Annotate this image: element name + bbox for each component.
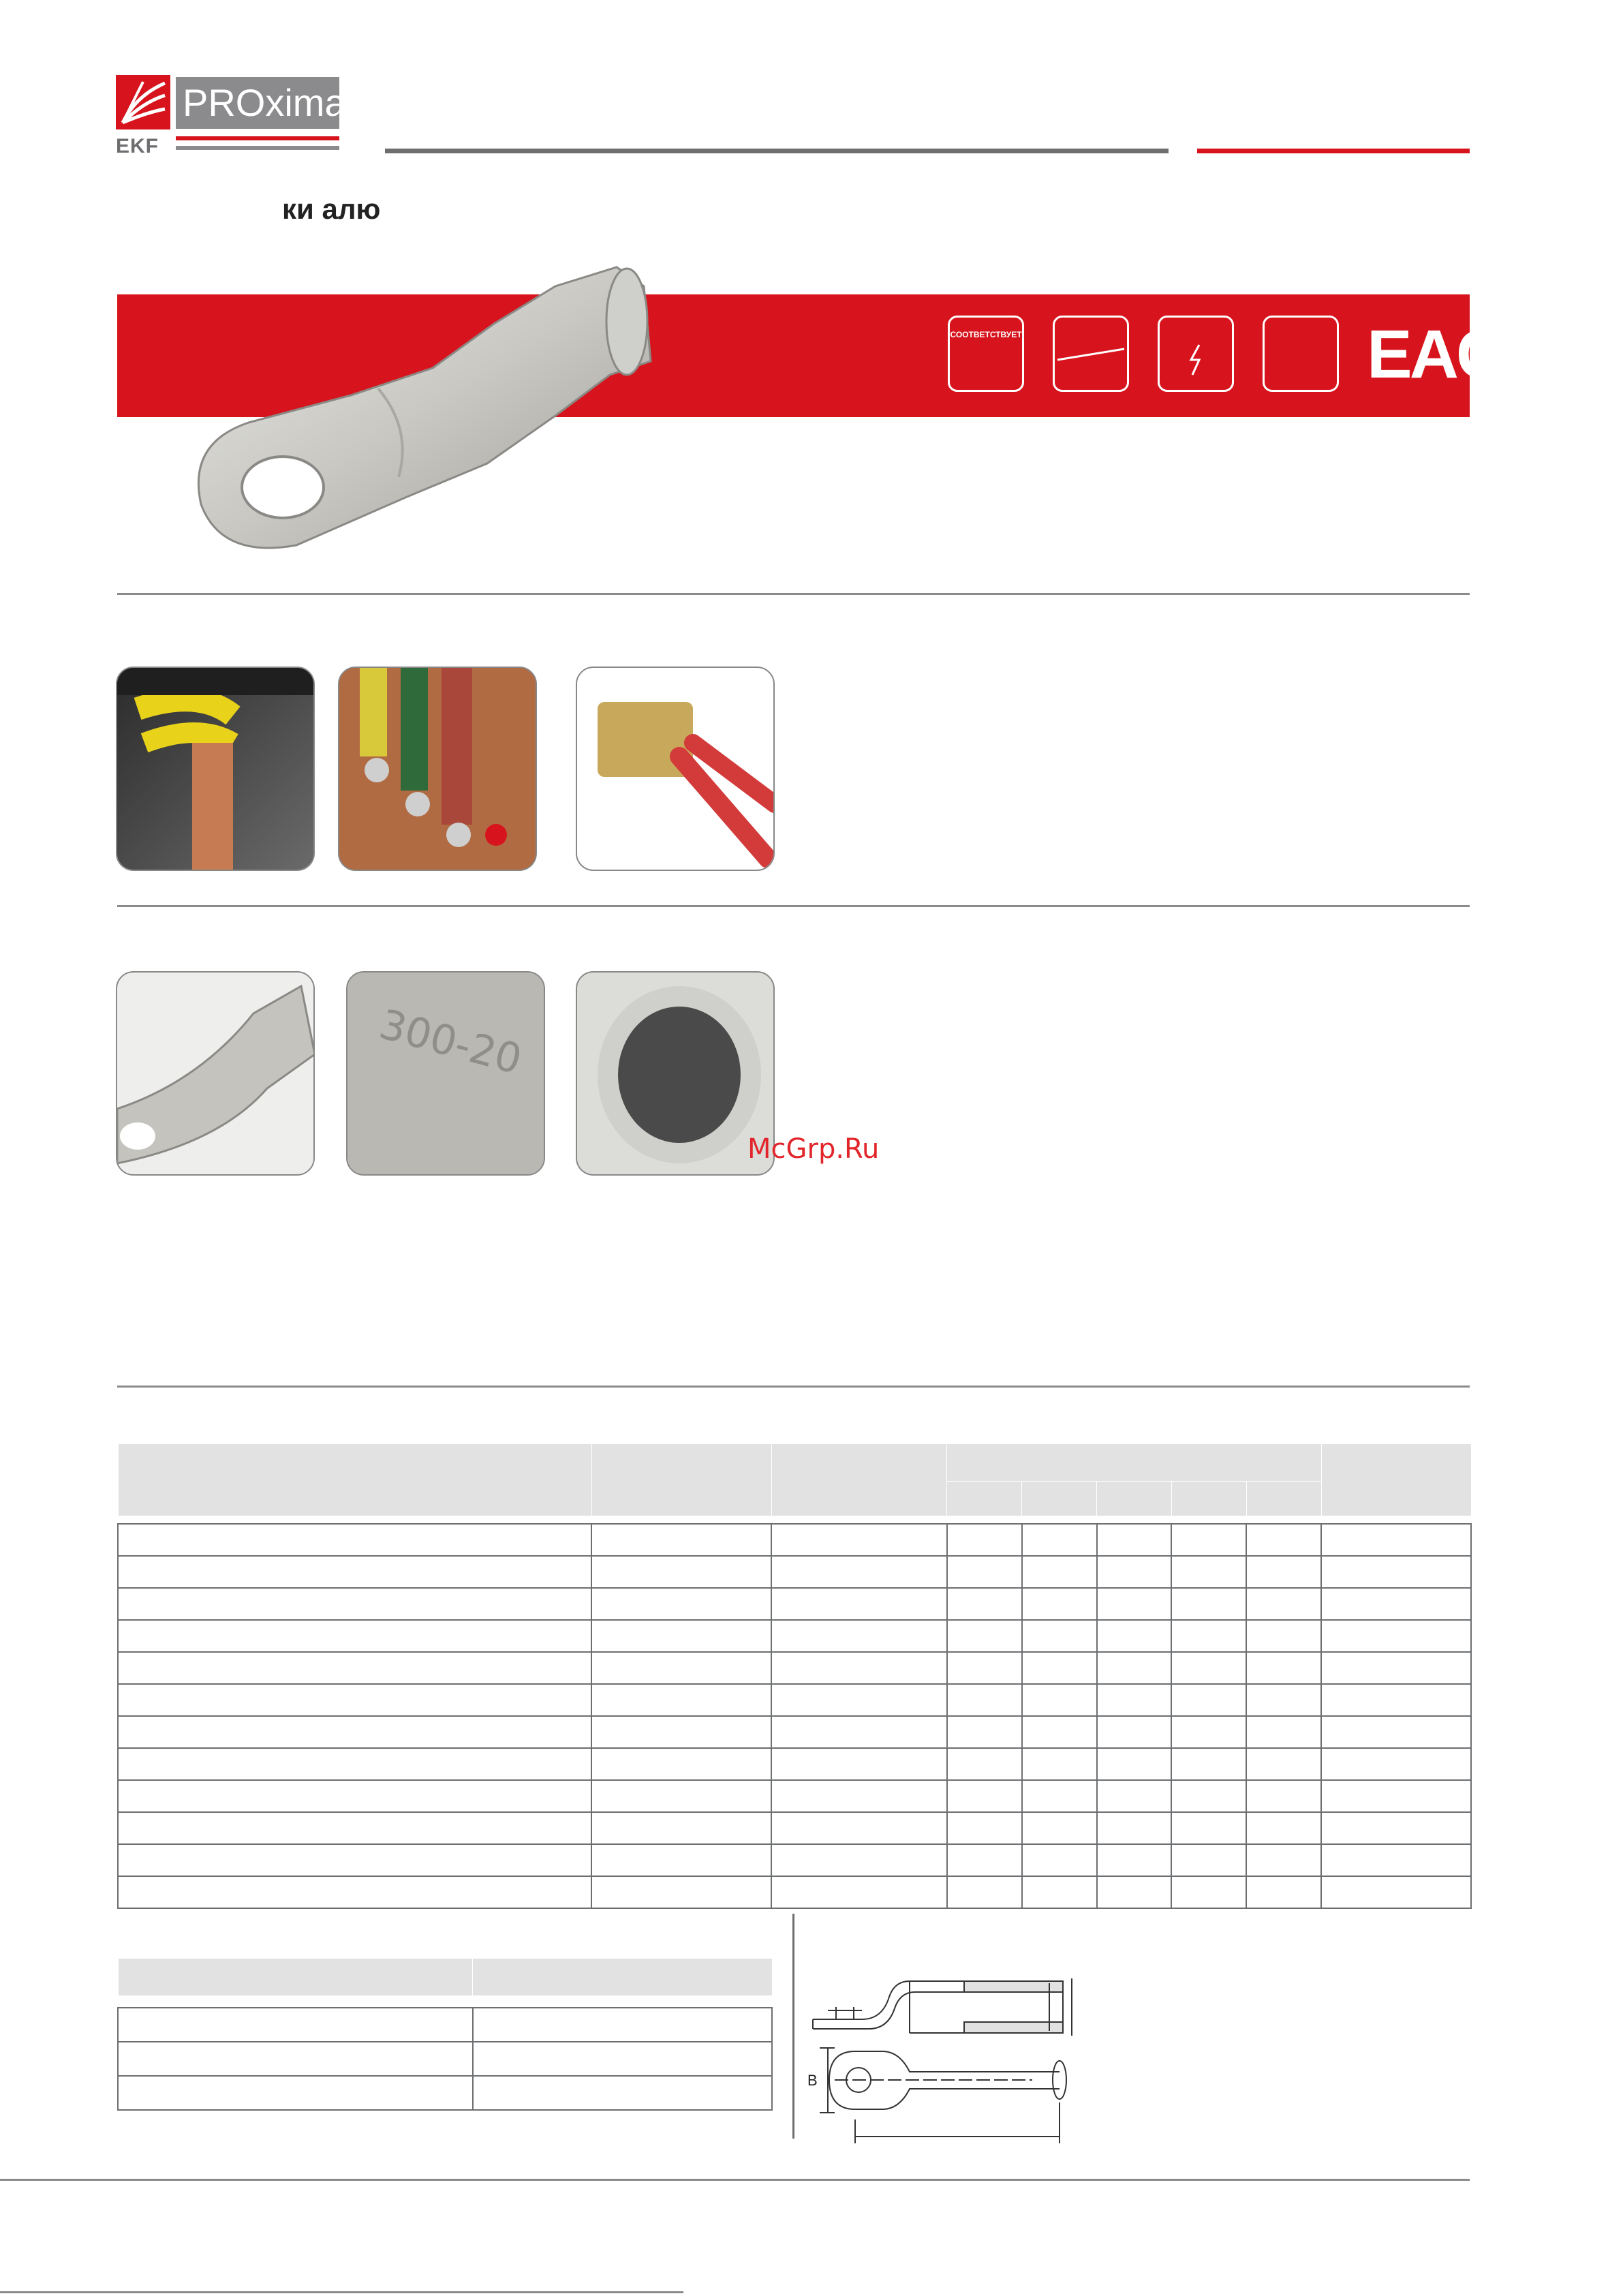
logo-grey-stripe [176, 146, 339, 150]
table-row [118, 1716, 1471, 1748]
proxima-logo-mark-icon [116, 75, 170, 129]
header-cell [118, 1444, 591, 1516]
table-row [118, 1748, 1471, 1780]
table-row [118, 2042, 772, 2076]
installation-photo-2 [338, 667, 537, 871]
subheader-cell [1171, 1482, 1246, 1516]
column-divider [792, 1914, 794, 2139]
brand-logo [116, 75, 346, 157]
footer-rule [0, 2179, 1470, 2181]
svg-text:300-20: 300-20 [374, 1000, 527, 1084]
section-divider [117, 905, 1470, 907]
table-row [118, 1524, 1471, 1556]
bottom-rule [0, 2291, 683, 2293]
watermark: McGrp.Ru [747, 1133, 880, 1165]
lug-marking-photo [346, 971, 545, 1176]
certification-badge-label: СООТВЕТСТВУЕТ [950, 330, 1022, 339]
cable-lug-product-image [174, 259, 678, 579]
page-title: ки алю [282, 193, 381, 225]
subheader-cell [1097, 1482, 1172, 1516]
header-cell [591, 1444, 771, 1516]
table-header-row [118, 1959, 772, 1996]
table-row [118, 1684, 1471, 1716]
header-rule-grey [385, 149, 1169, 153]
section-divider [117, 593, 1470, 595]
lightning-icon [1158, 316, 1234, 392]
subheader-cell [947, 1482, 1022, 1516]
blank-badge-icon [1263, 316, 1339, 392]
header-rule-red [1197, 149, 1470, 153]
lug-barrel-end-photo [576, 971, 775, 1176]
table-row [118, 1876, 1471, 1908]
brand-name: PROxima [176, 77, 339, 129]
header-cell-dimensions [947, 1444, 1321, 1482]
crimping-tool-photo [576, 667, 775, 871]
table-row [118, 1844, 1471, 1876]
table-row [118, 1588, 1471, 1620]
certification-badge-icon [948, 316, 1024, 392]
header-cell [1321, 1444, 1471, 1516]
table-row [118, 2076, 772, 2110]
dimension-drawing [807, 1946, 1094, 2150]
table-header-row [118, 1444, 1471, 1482]
table-row [118, 1652, 1471, 1684]
dimension-label-b: B [807, 2072, 818, 2089]
specification-table [117, 1443, 1472, 1909]
subheader-cell [1022, 1482, 1097, 1516]
packaging-table [117, 1958, 773, 2111]
header-cell [771, 1444, 947, 1516]
table-row [118, 1556, 1471, 1588]
subheader-cell [1246, 1482, 1321, 1516]
installation-photo-1 [116, 667, 315, 871]
slope-icon [1053, 316, 1129, 392]
logo-red-stripe [176, 136, 339, 146]
table-row [118, 2008, 772, 2042]
maker-name: EKF [116, 135, 159, 157]
table-row [118, 1780, 1471, 1812]
table-row [118, 1812, 1471, 1844]
section-divider [117, 1386, 1470, 1388]
table-row [118, 1620, 1471, 1652]
eac-mark: EAC [1367, 316, 1503, 393]
lug-detail-bend-photo [116, 971, 315, 1176]
